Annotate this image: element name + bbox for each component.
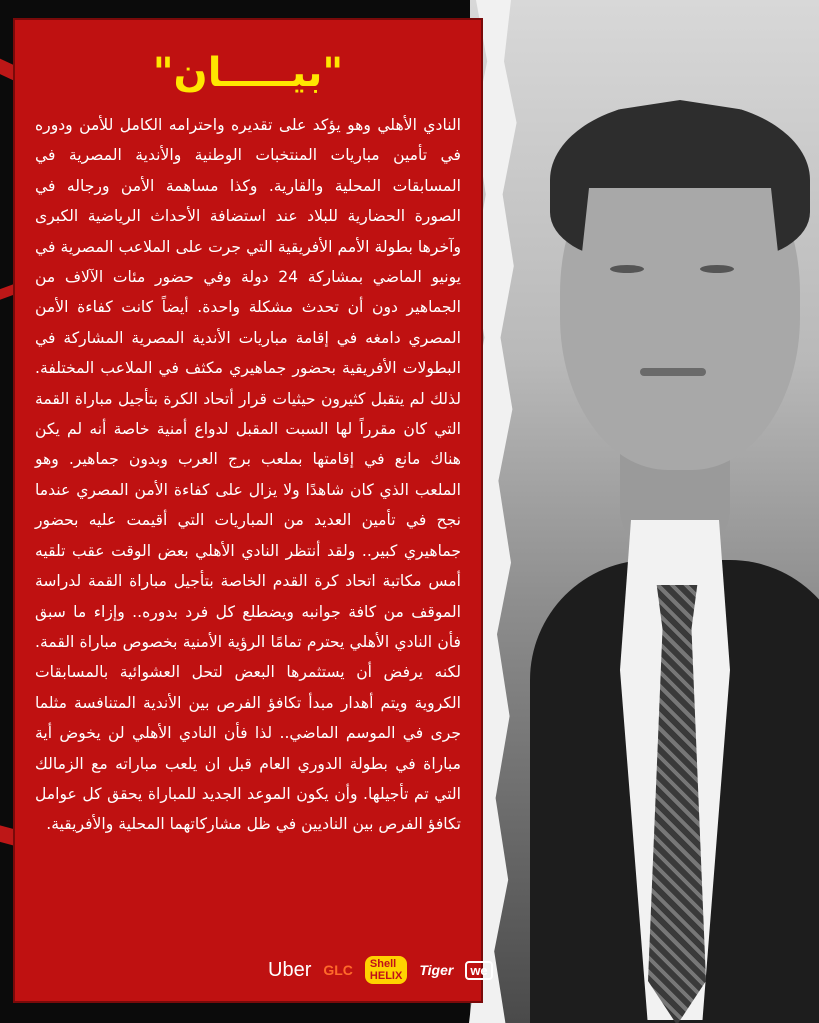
- shell-helix-logo: Shell HELIX: [365, 956, 407, 984]
- right-eye: [700, 265, 734, 273]
- statement-body: النادي الأهلي وهو يؤكد على تقديره واحترامه الكامل للأمن ودوره في تأمين مباريات المنتخبات الوطنية والأندية المصرية في المسابقات المحلية والقارية. وكذا مساهمة الأمن ورجاله في الصورة الحضارية للبلاد عند استضافة الأحداث الرياضية الكبرى وآخرها بطولة الأمم الأفريقية التي جرت على الملاعب المصرية في يونيو الماضي بمشاركة 24 دولة وفي حضور مئات الآلاف من الجماهير دون أن تحدث مشكلة واحدة. أيضاً كانت كفاءة الأمن المصري دامغه في إقامة مباريات الأندية المصرية المشاركة في البطولات الأفريقية بحضور جماهيري مكثف في الملاعب المختلفة. لذلك لم يتقبل كثيرون حيثيات قرار أتحاد الكرة بتأجيل مباراة القمة التي كان مقرراً لها السبت المقبل لدواع أمنية خاصة أنه لم يكن هناك مانع في إقامتها بملعب برج العرب وبدون جماهير. وهو الملعب الذي كان شاهدًا ولا يزال على كفاءة الأمن المصري عندما نجح في تأمين العديد من المباريات التي أقيمت عليه بحضور جماهيري كبير.. ولقد أنتظر النادي الأهلي بعض الوقت عقب تلقيه أمس مكاتبة اتحاد كرة القدم الخاصة بتأجيل مباراة القمة لدراسة الموقف من كافة جوانبه ويضطلع كل فرد بدوره.. وإزاء ما سبق فأن النادي الأهلي يحترم تمامًا الرؤية الأمنية بخصوص مباراة القمة. لكنه يرفض أن يستثمرها البعض لتحل العشوائية بالمسابقات الكروية ويتم أهدار مبدأ تكافؤ الفرص بين الأندية المتنافسة مثلما جرى في الموسم الماضي.. لذا فأن النادي الأهلي لن يخوض أية مباراة في بطولة الدوري العام قبل ان يلعب مباراته مع الزمالك التي تم تأجيلها. وأن يكون الموعد الجديد للمباراة يحقق كل عوامل تكافؤ الفرص بين الناديين في ظل مشاركاتهما المحلية والأفريقية.: [35, 116, 461, 834]
- portrait-photo: [470, 0, 819, 1023]
- statement-panel: [13, 18, 488, 1003]
- sponsor-logos: [268, 950, 493, 990]
- we-logo: we: [465, 961, 492, 980]
- left-eye: [610, 265, 644, 273]
- uber-logo: Uber: [268, 958, 312, 981]
- tiger-logo: Tiger: [419, 962, 454, 978]
- statement-title: "بيـــــان": [152, 50, 344, 96]
- mouth: [640, 368, 706, 376]
- glc-logo: GLC: [323, 962, 353, 978]
